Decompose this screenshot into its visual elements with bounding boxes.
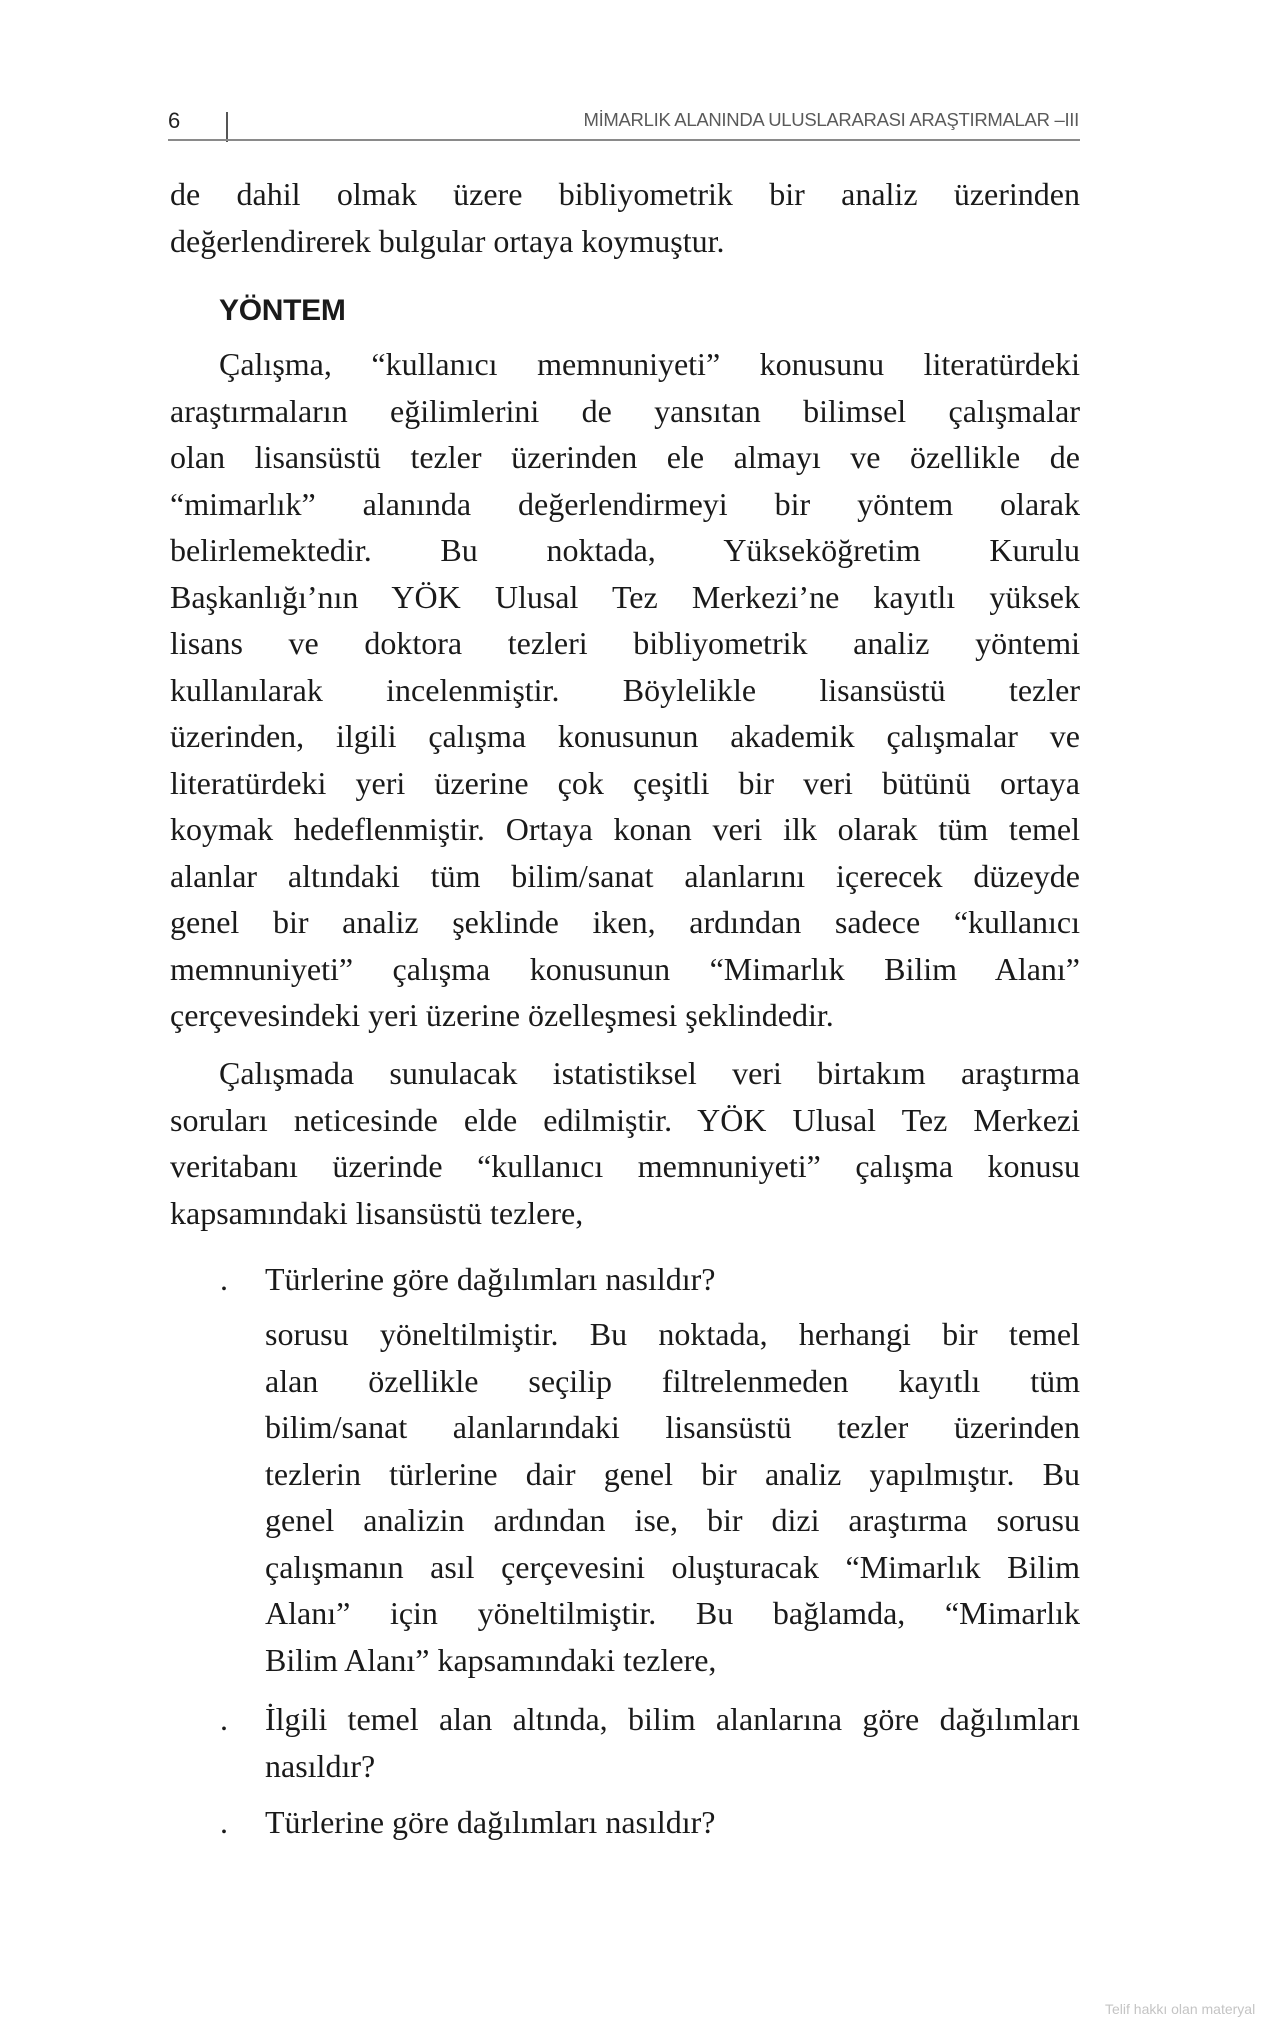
text-line: çerçevesindeki yeri üzerine özelleşmesi şeklindedir. (170, 997, 834, 1033)
text-line: Türlerine göre dağılımları nasıldır? (265, 1804, 716, 1840)
text-line: koymak hedeflenmiştir. Ortaya konan veri ilk olarak tüm temel (170, 811, 1080, 847)
text-line: soruları neticesinde elde edilmiştir. YÖK Ulusal Tez Merkezi (170, 1101, 1080, 1138)
header-rule (168, 139, 1080, 141)
method-paragraph-1 (170, 341, 1080, 1039)
text-line: olan lisansüstü tezler üzerinden ele almayı ve özellikle de (170, 439, 1080, 475)
text-line: Başkanlığı’nın YÖK Ulusal Tez Merkezi’ne kayıtlı yüksek (170, 578, 1080, 615)
intro-paragraph (170, 171, 1080, 264)
text-line: İlgili temel alan altında, bilim alanlarına göre dağılımları (265, 1701, 1080, 1737)
text-line: tezlerin türlerine dair genel bir analiz yapılmıştır. Bu (265, 1455, 1080, 1492)
text-line: Bilim Alanı” kapsamındaki tezlere, (265, 1641, 717, 1678)
text-line: sorusu yöneltilmiştir. Bu noktada, herhangi bir temel (265, 1316, 1080, 1352)
method-paragraph-2 (170, 1050, 1080, 1236)
text-line: üzerinden, ilgili çalışma konusunun akademik çalışmalar ve (170, 718, 1080, 754)
text-line: Türlerine göre dağılımları nasıldır? (265, 1261, 716, 1297)
text-line: veritabanı üzerinde “kullanıcı memnuniyeti” çalışma konusu (170, 1148, 1080, 1184)
list-bullet: . (220, 1804, 228, 1840)
text-line: çalışmanın asıl çerçevesini oluşturacak “Mimarlık Bilim (265, 1548, 1080, 1585)
text-line: lisans ve doktora tezleri bibliyometrik analiz yöntemi (170, 625, 1080, 661)
page-number: 6 (168, 108, 181, 133)
text-line: alan özellikle seçilip filtrelenmeden kayıtlı tüm (265, 1362, 1080, 1399)
text-line: kullanılarak incelenmiştir. Böylelikle lisansüstü tezler (170, 671, 1080, 708)
text-line: kapsamındaki lisansüstü tezlere, (170, 1194, 584, 1231)
header-vertical-divider (226, 112, 228, 142)
copyright-watermark: Telif hakkı olan materyal (1105, 2001, 1256, 2017)
text-line: alanlar altındaki tüm bilim/sanat alanlarını içerecek düzeyde (170, 857, 1080, 894)
text-line: genel analizin ardından ise, bir dizi araştırma sorusu (265, 1502, 1080, 1538)
text-line: de dahil olmak üzere bibliyometrik bir analiz üzerinden (170, 176, 1080, 212)
running-title: MİMARLIK ALANINDA ULUSLARARASI ARAŞTIRMALAR –III (583, 109, 1079, 130)
text-line: “mimarlık” alanında değerlendirmeyi bir yöntem olarak (170, 485, 1080, 522)
text-line: Çalışma, “kullanıcı memnuniyeti” konusunu literatürdeki (219, 346, 1080, 382)
text-line: değerlendirerek bulgular ortaya koymuştur. (170, 222, 725, 259)
list-bullet: . (220, 1701, 228, 1737)
text-line: belirlemektedir. Bu noktada, Yükseköğretim Kurulu (170, 532, 1080, 568)
text-line: araştırmaların eğilimlerini de yansıtan bilimsel çalışmalar (170, 392, 1080, 429)
section-heading: YÖNTEM (219, 294, 346, 327)
text-line: bilim/sanat alanlarındaki lisansüstü tezler üzerinden (265, 1409, 1080, 1445)
text-line: memnuniyeti” çalışma konusunun “Mimarlık Bilim Alanı” (170, 950, 1080, 987)
text-line: nasıldır? (265, 1747, 376, 1784)
text-line: Çalışmada sunulacak istatistiksel veri birtakım araştırma (219, 1055, 1080, 1091)
text-line: Alanı” için yöneltilmiştir. Bu bağlamda, “Mimarlık (265, 1595, 1080, 1631)
text-line: genel bir analiz şeklinde iken, ardından sadece “kullanıcı (170, 904, 1080, 940)
text-line: literatürdeki yeri üzerine çok çeşitli bir veri bütünü ortaya (170, 764, 1080, 801)
list-bullet: . (220, 1261, 228, 1297)
